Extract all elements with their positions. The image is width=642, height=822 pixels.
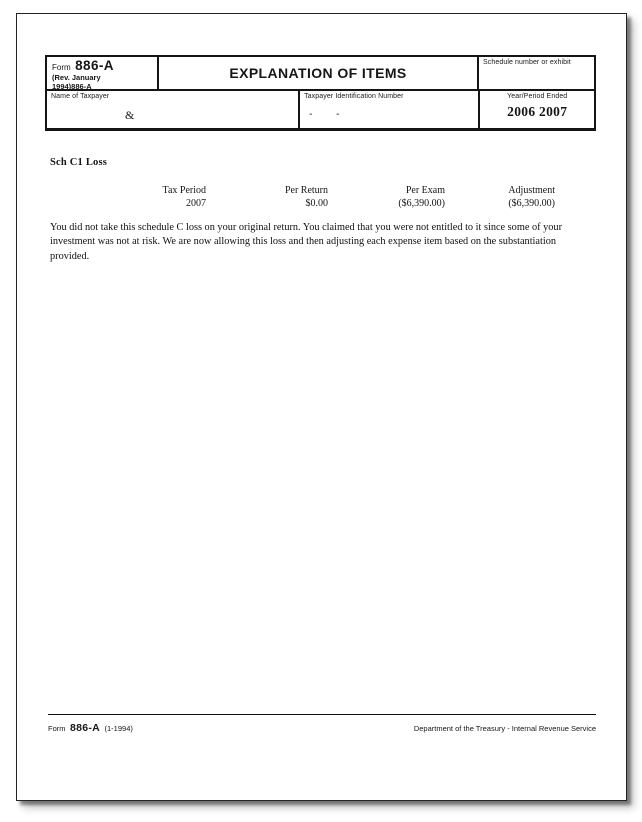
header-row-2 <box>47 91 594 128</box>
footer-form-number: 886-A <box>69 722 101 734</box>
footer-agency: Department of the Treasury - Internal Revenue Service <box>413 724 596 733</box>
year-period-box <box>480 91 594 128</box>
taxpayer-name-box <box>47 91 300 128</box>
amount-value: ($6,390.00) <box>398 198 445 209</box>
column-header: Adjustment <box>508 185 555 196</box>
amount-value: ($6,390.00) <box>508 198 555 209</box>
amounts-col-adjustment <box>445 184 555 210</box>
header-row-1 <box>47 57 594 91</box>
footer-form-rev: (1-1994) <box>104 724 133 733</box>
amount-value: 2007 <box>186 198 206 209</box>
amounts-table <box>50 184 555 210</box>
amount-value: $0.00 <box>305 198 328 209</box>
form-number-line <box>52 59 157 74</box>
tin-value: - - <box>309 109 341 120</box>
year-period-label: Year/Period Ended <box>507 93 568 100</box>
schedule-number-label: Schedule number or exhibit <box>483 59 571 66</box>
form-header-table <box>45 55 596 131</box>
schedule-number-box <box>479 57 594 89</box>
form-revision-line2: 1994)886-A <box>52 81 92 91</box>
form-number-box <box>47 57 159 89</box>
column-header: Per Return <box>284 185 328 196</box>
form-title-box <box>159 57 479 89</box>
explanation-paragraph: You did not take this schedule C loss on your original return. You claimed that you were not entitled to it since some of your investment was not at risk. We are now allowing this loss and then adjusting each expense item based on the substantiation provided. <box>50 222 563 262</box>
amounts-col-per-exam <box>328 184 445 210</box>
footer-form-id <box>48 718 133 736</box>
form-word: Form <box>52 63 71 72</box>
taxpayer-name-value: & <box>125 108 135 122</box>
year-period-value: 2006 2007 <box>507 104 568 119</box>
form-number: 886-A <box>75 58 114 73</box>
tin-label: Taxpayer Identification Number <box>304 93 404 100</box>
section-title: Sch C1 Loss <box>50 157 108 168</box>
tin-box <box>300 91 480 128</box>
document-page <box>16 13 627 801</box>
form-revision-line1: (Rev. January <box>52 73 101 82</box>
taxpayer-name-label: Name of Taxpayer <box>51 93 110 100</box>
page-footer <box>48 714 596 736</box>
form-title: EXPLANATION OF ITEMS <box>229 65 407 81</box>
column-header: Per Exam <box>405 185 445 196</box>
column-header: Tax Period <box>162 185 206 196</box>
amounts-col-tax-period <box>50 184 206 210</box>
amounts-col-per-return <box>206 184 328 210</box>
footer-form-word: Form <box>48 724 66 733</box>
